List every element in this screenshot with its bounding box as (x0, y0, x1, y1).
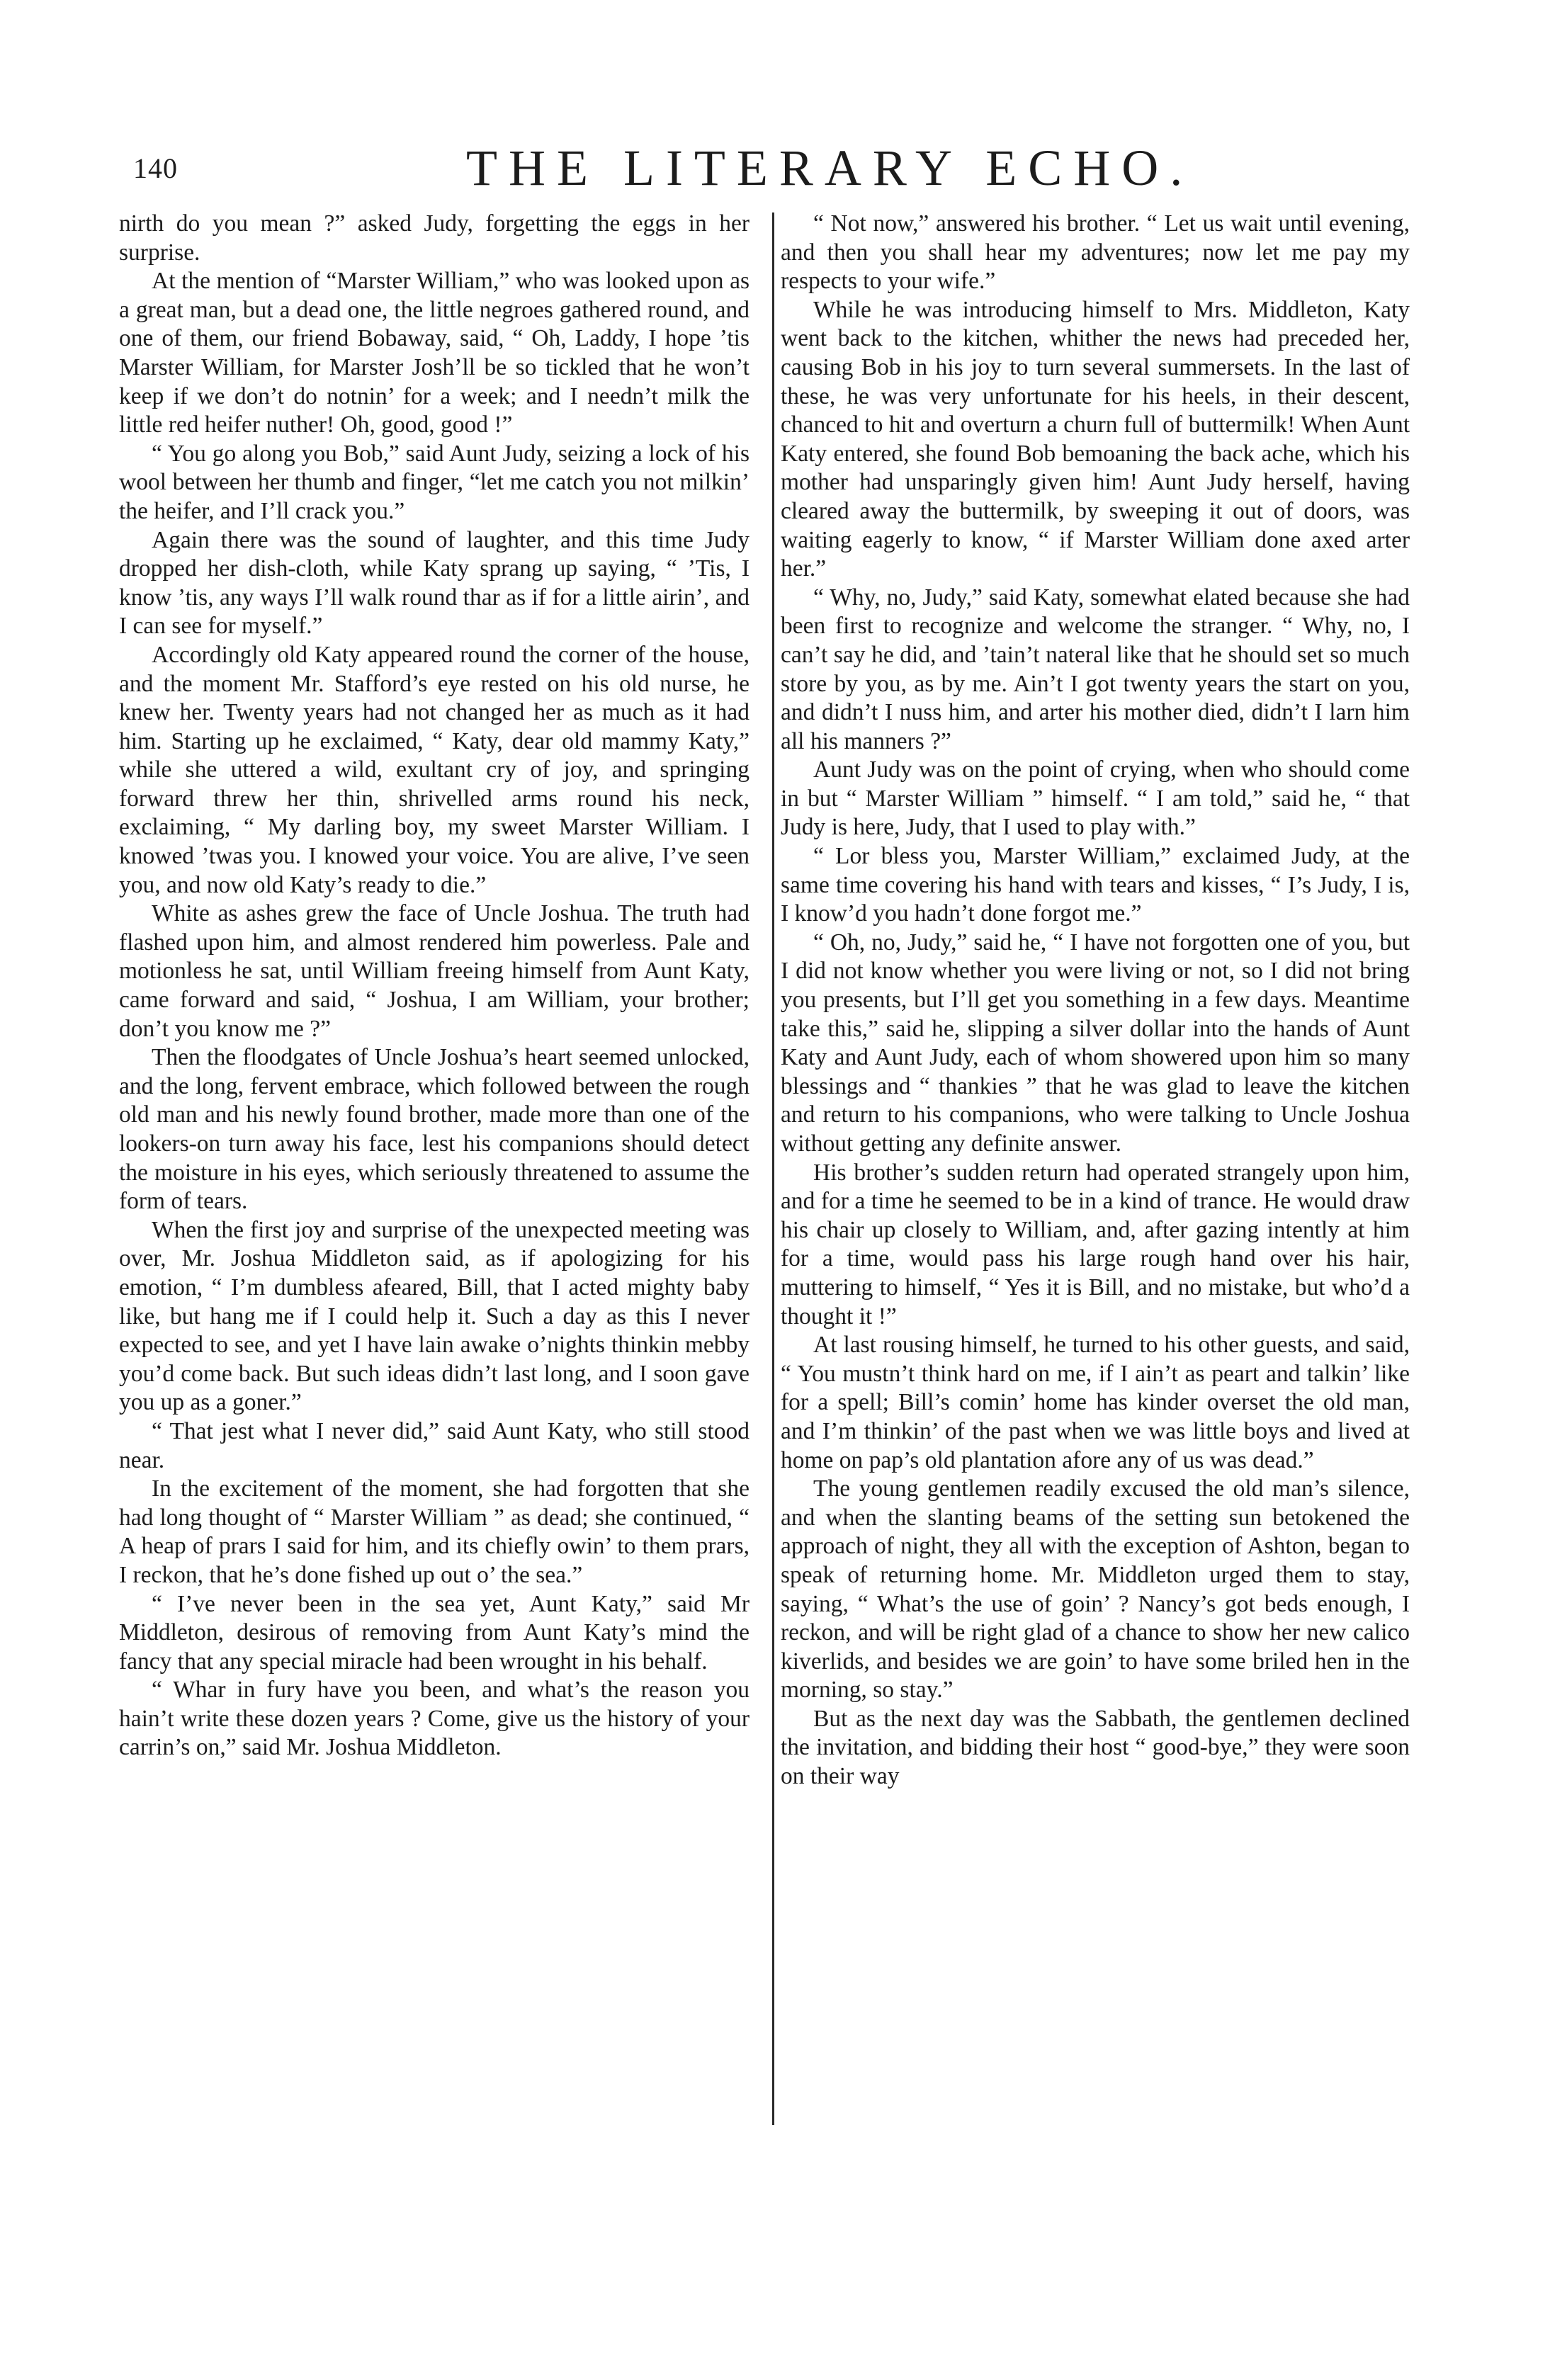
right-column (781, 210, 1410, 2136)
paragraph: In the excitement of the moment, she had forgotten that she had long thought of “ Marster William ” as dead; she continued, “ A heap of prars I said for him, and its chiefly owin’ to them prars, I reckon, that he’s done fished up out o’ the sea.” (119, 1475, 749, 1588)
paragraph: “ Lor bless you, Marster William,” exclaimed Judy, at the same time covering his hand with tears and kisses, “ I’s Judy, I is, I know’d you hadn’t done forgot me.” (781, 843, 1410, 927)
paragraph: White as ashes grew the face of Uncle Joshua. The truth had flashed upon him, and almost rendered him powerless. Pale and motionless he sat, until William freeing himself from Aunt Katy, came forward and said, “ Joshua, I am William, your brother; don’t you know me ?” (119, 900, 749, 1042)
page-header (133, 139, 1408, 196)
paragraph: “ Whar in fury have you been, and what’s the reason you hain’t write these dozen years ? Come, give us the history of your carrin’s on,” said Mr. Joshua Middleton. (119, 1677, 749, 1761)
left-column (119, 210, 749, 2136)
paragraph: His brother’s sudden return had operated strangely upon him, and for a time he seemed to be in a kind of trance. He would draw his chair up closely to William, and, after gazing intently at him for a time, would pass his large rough hand over his hair, muttering to himself, “ Yes it is Bill, and no mistake, but who’d a thought it !” (781, 1159, 1410, 1330)
paragraph: Again there was the sound of laughter, and this time Judy dropped her dish-cloth, while Katy sprang up saying, “ ’Tis, I know ’tis, any ways I’ll walk round thar as if for a little airin’, and I can see for myself.” (119, 526, 749, 640)
column-divider (772, 212, 774, 2125)
paragraph: “ Not now,” answered his brother. “ Let us wait until evening, and then you shall hear my adventures; now let me pay my respects to your wife.” (781, 210, 1410, 295)
paragraph: While he was introducing himself to Mrs. Middleton, Katy went back to the kitchen, whither the news had preceded her, causing Bob in his joy to turn several summersets. In the last of these, he was very unfortunate for his heels, in their descent, chanced to hit and overturn a churn full of buttermilk! When Aunt Katy entered, she found Bob bemoaning the back ache, which his mother had unsparingly given him! Aunt Judy herself, having cleared away the buttermilk, by sweeping it out of doors, was waiting eagerly to know, “ if Marster William done axed arter her.” (781, 296, 1410, 582)
paragraph: “ Why, no, Judy,” said Katy, somewhat elated because she had been first to recognize and welcome the stranger. “ Why, no, I can’t say he did, and ’tain’t nateral like that he should set so much store by you, as by me. Ain’t I got twenty years the start on you, and didn’t I nuss him, and arter his mother died, didn’t I larn him all his manners ?” (781, 584, 1410, 754)
paragraph: “ That jest what I never did,” said Aunt Katy, who still stood near. (119, 1417, 749, 1473)
paragraph: Accordingly old Katy appeared round the corner of the house, and the moment Mr. Stafford’s eye rested on his old nurse, he knew her. Twenty years had not changed her as much as it had him. Starting up he exclaimed, “ Katy, dear old mammy Katy,” while she uttered a wild, exultant cry of joy, and springing forward threw her thin, shrivelled arms round his neck, exclaiming, “ My darling boy, my sweet Marster William. I knowed ’twas you. I knowed your voice. You are alive, I’ve seen you, and now old Katy’s ready to die.” (119, 641, 749, 898)
paragraph: Then the floodgates of Uncle Joshua’s heart seemed unlocked, and the long, fervent embrace, which followed between the rough old man and his newly found brother, made more than one of the lookers-on turn away his face, lest his companions should detect the moisture in his eyes, which seriously threatened to assume the form of tears. (119, 1044, 749, 1215)
paragraph: Aunt Judy was on the point of crying, when who should come in but “ Marster William ” himself. “ I am told,” said he, “ that Judy is here, Judy, that I used to play with.” (781, 756, 1410, 841)
paragraph: “ I’ve never been in the sea yet, Aunt Katy,” said Mr Middleton, desirous of removing from Aunt Katy’s mind the fancy that any special miracle had been wrought in his behalf. (119, 1590, 749, 1674)
paragraph: When the first joy and surprise of the unexpected meeting was over, Mr. Joshua Middleton said, as if apologizing for his emotion, “ I’m dumbless afeared, Bill, that I acted mighty baby like, but hang me if I could help it. Such a day as this I never expected to see, and yet I have lain awake o’nights thinkin mebby you’d come back. But such ideas didn’t last long, and I soon gave you up as a goner.” (119, 1216, 749, 1416)
journal-title: THE LITERARY ECHO. (466, 140, 1194, 196)
paragraph: nirth do you mean ?” asked Judy, forgetting the eggs in her surprise. (119, 210, 749, 266)
paragraph: At the mention of “Marster William,” who was looked upon as a great man, but a dead one, the little negroes gathered round, and one of them, our friend Bobaway, said, “ Oh, Laddy, I hope ’tis Marster William, for Marster Josh’ll be so tickled that he won’t keep if we don’t do notnin’ for a week; and I needn’t milk the little red heifer nuther! Oh, good, good !” (119, 268, 749, 438)
page-number: 140 (133, 152, 178, 184)
paragraph: “ Oh, no, Judy,” said he, “ I have not forgotten one of you, but I did not know whether you were living or not, so I did not bring you presents, but I’ll get you something in a few days. Meantime take this,” said he, slipping a silver dollar into the hands of Aunt Katy and Aunt Judy, each of whom showered upon him so many blessings and “ thankies ” that he was glad to leave the kitchen and return to his companions, who were talking to Uncle Joshua without getting any definite answer. (781, 929, 1410, 1157)
paragraph: But as the next day was the Sabbath, the gentlemen declined the invitation, and bidding their host “ good-bye,” they were soon on their way (781, 1705, 1410, 1790)
paragraph: At last rousing himself, he turned to his other guests, and said, “ You mustn’t think hard on me, if I ain’t as peart and talkin’ like for a spell; Bill’s comin’ home has kinder overset the old man, and I’m thinkin’ of the past when we was little boys and lived at home on pap’s old plantation afore any of us was dead.” (781, 1332, 1410, 1473)
paragraph: “ You go along you Bob,” said Aunt Judy, seizing a lock of his wool between her thumb and finger, “let me catch you not milkin’ the heifer, and I’ll crack you.” (119, 440, 749, 524)
paragraph: The young gentlemen readily excused the old man’s silence, and when the slanting beams of the setting sun betokened the approach of night, they all with the exception of Ashton, began to speak of returning home. Mr. Middleton urged them to stay, saying, “ What’s the use of goin’ ? Nancy’s got beds enough, I reckon, and will be right glad of a chance to show her new calico kiverlids, and besides we are goin’ to have some briled hen in the morning, so stay.” (781, 1475, 1410, 1704)
